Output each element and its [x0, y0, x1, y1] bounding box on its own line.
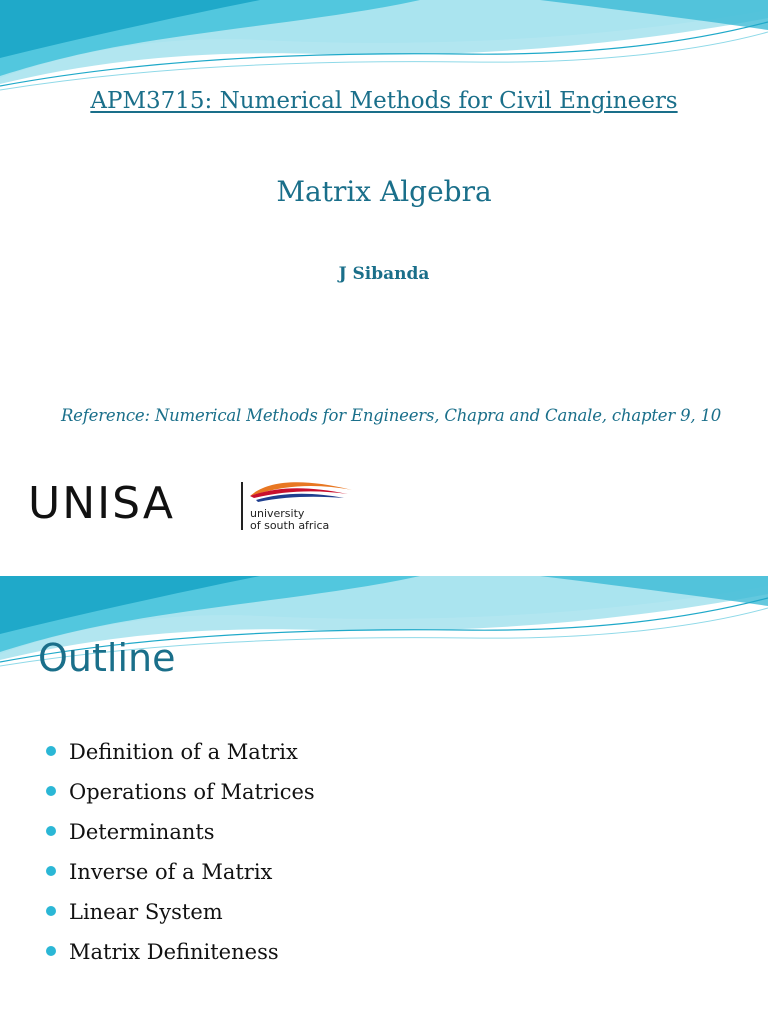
- reference-text: Reference: Numerical Methods for Engineers, Chapra and Canale, chapter 9, 10: [60, 406, 722, 425]
- author-name: J Sibanda: [338, 264, 430, 284]
- bullet-icon: [46, 866, 56, 876]
- unisa-swoosh-icon: [248, 478, 353, 506]
- list-item-text: Definition of a Matrix: [69, 740, 298, 764]
- outline-list: [46, 732, 315, 972]
- list-item: [46, 732, 315, 772]
- outline-title: Outline: [38, 636, 176, 680]
- list-item: [46, 932, 315, 972]
- course-title[interactable]: APM3715: Numerical Methods for Civil Engineers: [90, 88, 678, 114]
- bullet-icon: [46, 946, 56, 956]
- list-item: [46, 852, 315, 892]
- logo-wordmark: UNISA: [28, 478, 175, 529]
- logo-subtitle-line1: university: [250, 507, 305, 520]
- logo-subtitle: [250, 508, 329, 532]
- bullet-icon: [46, 786, 56, 796]
- list-item-text: Operations of Matrices: [69, 780, 315, 804]
- list-item: [46, 812, 315, 852]
- list-item-text: Matrix Definiteness: [69, 940, 279, 964]
- bullet-icon: [46, 746, 56, 756]
- unisa-logo: [28, 478, 358, 538]
- list-item-text: Inverse of a Matrix: [69, 860, 273, 884]
- logo-divider: [241, 482, 243, 530]
- slide-title: Matrix Algebra: [276, 175, 492, 208]
- list-item-text: Linear System: [69, 900, 223, 924]
- list-item: [46, 772, 315, 812]
- bullet-icon: [46, 906, 56, 916]
- list-item: [46, 892, 315, 932]
- bullet-icon: [46, 826, 56, 836]
- logo-subtitle-line2: of south africa: [250, 519, 330, 532]
- list-item-text: Determinants: [69, 820, 215, 844]
- wave-header-decoration: [0, 0, 768, 92]
- outline-slide: [0, 576, 768, 1024]
